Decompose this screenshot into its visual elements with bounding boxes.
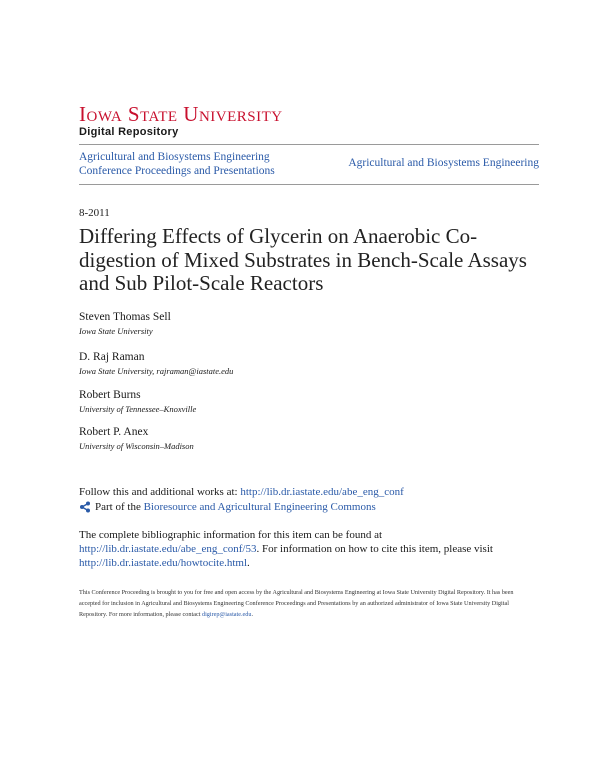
publication-date: 8-2011 <box>79 207 110 219</box>
citation-text-3: . <box>247 557 250 569</box>
contact-email-link[interactable]: digirep@iastate.edu <box>201 611 252 618</box>
logo-repository-name: Digital Repository <box>79 126 179 138</box>
author-affiliation: University of Wisconsin–Madison <box>79 441 194 451</box>
follow-text: Follow this and additional works at: <box>79 486 241 498</box>
citation-text-2: . For information on how to cite this item, please visit <box>256 543 493 555</box>
paper-title: Differing Effects of Glycerin on Anaerobic Co-digestion of Mixed Substrates in Bench-Scale Assays and Sub Pilot-Scale Reactors <box>79 224 527 295</box>
access-notice <box>79 587 534 620</box>
divider-top <box>79 144 539 145</box>
citation-link[interactable]: http://lib.dr.iastate.edu/abe_eng_conf/53 <box>79 543 257 555</box>
isu-logo <box>79 104 283 138</box>
author-2 <box>79 350 233 377</box>
citation-text-1: The complete bibliographic information for this item can be found at <box>79 529 383 541</box>
part-of-text: Part of the <box>95 501 141 513</box>
department-link[interactable]: Agricultural and Biosystems Engineering <box>348 157 539 169</box>
author-affiliation: Iowa State University <box>79 326 153 336</box>
commons-link[interactable]: Bioresource and Agricultural Engineering Commons <box>143 501 376 513</box>
divider-bottom <box>79 184 539 185</box>
author-name: Robert P. Anex <box>79 426 149 438</box>
follow-link[interactable]: http://lib.dr.iastate.edu/abe_eng_conf <box>240 486 404 498</box>
notice-end: . <box>251 611 254 618</box>
author-affiliation: Iowa State University, rajraman@iastate.edu <box>79 366 234 376</box>
author-3 <box>79 388 196 415</box>
series-link[interactable]: Agricultural and Biosystems Engineering Conference Proceedings and Presentations <box>79 151 275 177</box>
author-4 <box>79 425 194 452</box>
author-name: Steven Thomas Sell <box>79 311 171 323</box>
author-name: Robert Burns <box>79 389 141 401</box>
howtocite-link[interactable]: http://lib.dr.iastate.edu/howtocite.html <box>79 557 248 569</box>
author-1 <box>79 310 171 337</box>
notice-text: This Conference Proceeding is brought to you for free and open access by the Agricultural and Biosystems Engineering at Iowa State University Digital Repository. It has been accepted for inclusion in Agricultural and Biosystems Engineering Conference Proceedings and Presentations by an authorized administrator of Iowa State University Digital Repository. For more information, please contact <box>79 589 514 618</box>
logo-university-name: Iowa State University <box>79 102 283 126</box>
part-of-line <box>79 501 376 513</box>
share-icon <box>79 501 91 513</box>
follow-line <box>79 486 404 498</box>
author-affiliation: University of Tennessee–Knoxville <box>79 404 197 414</box>
author-name: D. Raj Raman <box>79 351 145 363</box>
citation-paragraph <box>79 528 529 570</box>
